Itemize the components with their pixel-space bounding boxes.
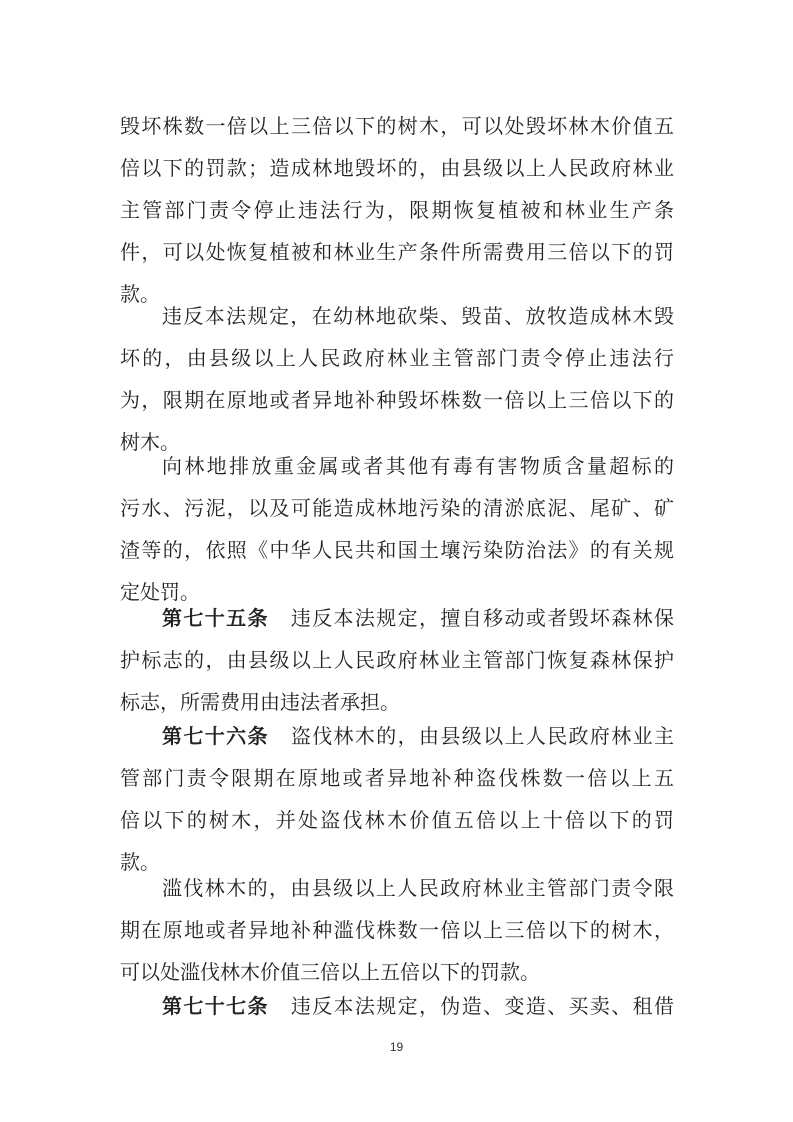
article-heading: 第七十六条	[162, 724, 269, 748]
text-line: 可以处滥伐林木价值三倍以上五倍以下的罚款。	[120, 960, 540, 984]
text-line: 树木。	[120, 430, 180, 454]
text-line: 渣等的，依照《中华人民共和国土壤污染防治法》的有关规	[120, 538, 674, 562]
paragraph-first-line: 向林地排放重金属或者其他有毒有害物质含量超标的	[162, 454, 674, 478]
article-heading: 第七十七条	[162, 994, 269, 1018]
text-line: 护标志的，由县级以上人民政府林业主管部门恢复森林保护	[120, 648, 674, 672]
article-text: 违反本法规定，擅自移动或者毁坏森林保	[290, 606, 675, 630]
article-heading: 第七十五条	[162, 606, 269, 630]
text-line: 款。	[120, 282, 160, 306]
article-76-line	[162, 716, 674, 756]
text-line: 坏的，由县级以上人民政府林业主管部门责令停止违法行	[120, 346, 674, 370]
article-text: 违反本法规定，伪造、变造、买卖、租借	[290, 994, 675, 1018]
text-line: 倍以下的树木，并处盗伐林木价值五倍以上十倍以下的罚	[120, 808, 674, 832]
text-line: 污水、污泥，以及可能造成林地污染的清淤底泥、尾矿、矿	[120, 496, 674, 520]
text-line: 倍以下的罚款；造成林地毁坏的，由县级以上人民政府林业	[120, 156, 674, 180]
text-line: 毁坏株数一倍以上三倍以下的树木，可以处毁坏林木价值五	[120, 114, 674, 138]
text-line: 标志，所需费用由违法者承担。	[120, 690, 400, 714]
text-line: 管部门责令限期在原地或者异地补种盗伐株数一倍以上五	[120, 766, 674, 790]
paragraph-first-line: 滥伐林木的，由县级以上人民政府林业主管部门责令限	[162, 876, 674, 900]
page-number: 19	[389, 1040, 404, 1054]
article-77-line	[162, 986, 674, 1026]
text-line: 为，限期在原地或者异地补种毁坏株数一倍以上三倍以下的	[120, 388, 674, 412]
article-75-line	[162, 598, 674, 638]
text-line: 款。	[120, 850, 160, 874]
text-line: 期在原地或者异地补种滥伐株数一倍以上三倍以下的树木，	[120, 918, 674, 942]
text-line: 主管部门责令停止违法行为，限期恢复植被和林业生产条	[120, 198, 674, 222]
article-text: 盗伐林木的，由县级以上人民政府林业主	[290, 724, 675, 748]
text-line: 定处罚。	[120, 580, 200, 604]
paragraph-first-line: 违反本法规定，在幼林地砍柴、毁苗、放牧造成林木毁	[162, 304, 674, 328]
text-line: 件，可以处恢复植被和林业生产条件所需费用三倍以下的罚	[120, 240, 674, 264]
